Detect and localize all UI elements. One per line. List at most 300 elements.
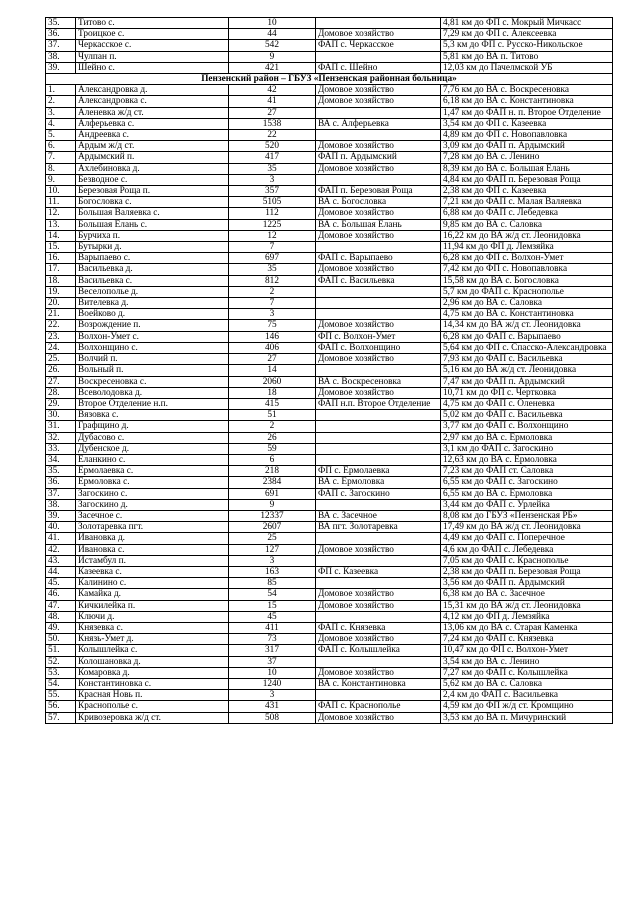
table-row bbox=[46, 410, 613, 421]
population: 51 bbox=[229, 410, 316, 421]
population: 411 bbox=[229, 622, 316, 633]
population: 85 bbox=[229, 578, 316, 589]
medical-facility: ВА с. Воскресеновка bbox=[316, 376, 441, 387]
medical-facility: ВА с. Богословка bbox=[316, 197, 441, 208]
population: 415 bbox=[229, 398, 316, 409]
row-number: 10. bbox=[46, 186, 76, 197]
nearest-facility-distance: 4,59 км до ФП ж/д ст. Кромщино bbox=[441, 701, 613, 712]
table-row bbox=[46, 611, 613, 622]
population: 12 bbox=[229, 230, 316, 241]
population: 697 bbox=[229, 253, 316, 264]
row-number: 39. bbox=[46, 510, 76, 521]
medical-facility: Домовое хозяйство bbox=[316, 589, 441, 600]
settlement-name: Дубасово с. bbox=[76, 432, 229, 443]
table-row bbox=[46, 163, 613, 174]
section-header-row bbox=[46, 74, 613, 85]
row-number: 28. bbox=[46, 387, 76, 398]
table-row bbox=[46, 533, 613, 544]
settlement-name: Волхон-Умет с. bbox=[76, 331, 229, 342]
nearest-facility-distance: 2,38 км до ФП с. Казеевка bbox=[441, 186, 613, 197]
nearest-facility-distance: 5,64 км до ФП с. Спасско-Александровка bbox=[441, 342, 613, 353]
population: 44 bbox=[229, 29, 316, 40]
population: 35 bbox=[229, 264, 316, 275]
medical-facility bbox=[316, 443, 441, 454]
settlement-name: Титово с. bbox=[76, 18, 229, 29]
nearest-facility-distance: 6,38 км до ВА с. Засечное bbox=[441, 589, 613, 600]
nearest-facility-distance: 7,76 км до ВА с. Воскресеновка bbox=[441, 85, 613, 96]
table-row bbox=[46, 309, 613, 320]
table-row bbox=[46, 118, 613, 129]
row-number: 21. bbox=[46, 309, 76, 320]
population: 3 bbox=[229, 690, 316, 701]
table-row bbox=[46, 365, 613, 376]
table-row bbox=[46, 622, 613, 633]
medical-facility bbox=[316, 690, 441, 701]
medical-facility bbox=[316, 410, 441, 421]
medical-facility bbox=[316, 298, 441, 309]
table-row bbox=[46, 275, 613, 286]
settlement-name: Бутырки д. bbox=[76, 242, 229, 253]
table-row bbox=[46, 488, 613, 499]
row-number: 27. bbox=[46, 376, 76, 387]
row-number: 2. bbox=[46, 96, 76, 107]
settlement-name: Ермолаевка с. bbox=[76, 466, 229, 477]
population: 112 bbox=[229, 208, 316, 219]
settlement-name: Ардымский п. bbox=[76, 152, 229, 163]
medical-facility: ВА с. Алферьевка bbox=[316, 118, 441, 129]
population: 508 bbox=[229, 712, 316, 723]
population: 54 bbox=[229, 589, 316, 600]
nearest-facility-distance: 12,63 км до ВА с. Ермоловка bbox=[441, 454, 613, 465]
medical-facility: ФАП с. Шейно bbox=[316, 62, 441, 73]
population: 22 bbox=[229, 130, 316, 141]
medical-facility bbox=[316, 555, 441, 566]
row-number: 52. bbox=[46, 656, 76, 667]
row-number: 35. bbox=[46, 466, 76, 477]
row-number: 35. bbox=[46, 18, 76, 29]
settlement-name: Графщино д. bbox=[76, 421, 229, 432]
population: 163 bbox=[229, 566, 316, 577]
population: 691 bbox=[229, 488, 316, 499]
row-number: 42. bbox=[46, 544, 76, 555]
population: 45 bbox=[229, 611, 316, 622]
nearest-facility-distance: 3,54 км до ФП с. Казеевка bbox=[441, 118, 613, 129]
table-row bbox=[46, 701, 613, 712]
table-row bbox=[46, 208, 613, 219]
nearest-facility-distance: 11,94 км до ФП д. Лемзяйка bbox=[441, 242, 613, 253]
medical-facility: Домовое хозяйство bbox=[316, 163, 441, 174]
medical-facility: Домовое хозяйство bbox=[316, 600, 441, 611]
population: 75 bbox=[229, 320, 316, 331]
table-row bbox=[46, 421, 613, 432]
medical-facility bbox=[316, 242, 441, 253]
settlement-name: Веселополье д. bbox=[76, 286, 229, 297]
medical-facility: Домовое хозяйство bbox=[316, 141, 441, 152]
row-number: 49. bbox=[46, 622, 76, 633]
medical-facility: ФАП с. Черкасское bbox=[316, 40, 441, 51]
table-row bbox=[46, 253, 613, 264]
settlement-name: Шейно с. bbox=[76, 62, 229, 73]
table-row bbox=[46, 320, 613, 331]
row-number: 7. bbox=[46, 152, 76, 163]
nearest-facility-distance: 15,58 км до ВА с. Богословка bbox=[441, 275, 613, 286]
row-number: 12. bbox=[46, 208, 76, 219]
settlement-name: Истамбул п. bbox=[76, 555, 229, 566]
population: 3 bbox=[229, 555, 316, 566]
medical-facility: ФАП с. Загоскино bbox=[316, 488, 441, 499]
settlement-name: Троицкое с. bbox=[76, 29, 229, 40]
settlement-name: Князь-Умет д. bbox=[76, 634, 229, 645]
nearest-facility-distance: 15,31 км до ВА ж/д ст. Леонидовка bbox=[441, 600, 613, 611]
nearest-facility-distance: 10,47 км до ФП с. Волхон-Умет bbox=[441, 645, 613, 656]
population: 127 bbox=[229, 544, 316, 555]
table-row bbox=[46, 477, 613, 488]
nearest-facility-distance: 14,34 км до ВА ж/д ст. Леонидовка bbox=[441, 320, 613, 331]
settlement-name: Вителевка д. bbox=[76, 298, 229, 309]
medical-facility: ФП с. Казеевка bbox=[316, 566, 441, 577]
medical-facility bbox=[316, 174, 441, 185]
settlement-name: Александровка д. bbox=[76, 85, 229, 96]
nearest-facility-distance: 2,97 км до ВА с. Ермоловка bbox=[441, 432, 613, 443]
nearest-facility-distance: 7,24 км до ФАП с. Князевка bbox=[441, 634, 613, 645]
medical-facility: Домовое хозяйство bbox=[316, 230, 441, 241]
table-row bbox=[46, 656, 613, 667]
settlement-name: Ключи д. bbox=[76, 611, 229, 622]
medical-facility: Домовое хозяйство bbox=[316, 208, 441, 219]
population: 317 bbox=[229, 645, 316, 656]
nearest-facility-distance: 10,71 км до ФП с. Чертковка bbox=[441, 387, 613, 398]
table-row bbox=[46, 466, 613, 477]
settlement-name: Александровка с. bbox=[76, 96, 229, 107]
table-row bbox=[46, 286, 613, 297]
nearest-facility-distance: 7,27 км до ФАП с. Колышлейка bbox=[441, 667, 613, 678]
nearest-facility-distance: 5,7 км до ФАП с. Краснополье bbox=[441, 286, 613, 297]
row-number: 53. bbox=[46, 667, 76, 678]
population: 812 bbox=[229, 275, 316, 286]
nearest-facility-distance: 4,6 км до ФАП с. Лебедевка bbox=[441, 544, 613, 555]
document-page bbox=[45, 17, 605, 724]
settlement-name: Красная Новь п. bbox=[76, 690, 229, 701]
nearest-facility-distance: 6,55 км до ФАП с. Загоскино bbox=[441, 477, 613, 488]
medical-facility: ВА с. Ермоловка bbox=[316, 477, 441, 488]
population: 6 bbox=[229, 454, 316, 465]
row-number: 6. bbox=[46, 141, 76, 152]
table-row bbox=[46, 40, 613, 51]
table-row bbox=[46, 219, 613, 230]
medical-facility: ФП с. Ермолаевка bbox=[316, 466, 441, 477]
settlement-name: Кривозеровка ж/д ст. bbox=[76, 712, 229, 723]
population: 27 bbox=[229, 354, 316, 365]
population: 15 bbox=[229, 600, 316, 611]
row-number: 37. bbox=[46, 40, 76, 51]
population: 406 bbox=[229, 342, 316, 353]
settlement-name: Вольный п. bbox=[76, 365, 229, 376]
medical-facility: ФАП с. Краснополье bbox=[316, 701, 441, 712]
table-row bbox=[46, 174, 613, 185]
nearest-facility-distance: 6,88 км до ФАП с. Лебедевка bbox=[441, 208, 613, 219]
settlement-name: Большая Валяевка с. bbox=[76, 208, 229, 219]
population: 10 bbox=[229, 18, 316, 29]
row-number: 20. bbox=[46, 298, 76, 309]
table-row bbox=[46, 376, 613, 387]
nearest-facility-distance: 8,39 км до ВА с. Большая Елань bbox=[441, 163, 613, 174]
nearest-facility-distance: 5,62 км до ВА с. Саловка bbox=[441, 678, 613, 689]
medical-facility: Домовое хозяйство bbox=[316, 354, 441, 365]
nearest-facility-distance: 5,3 км до ФП с. Русско-Никольское bbox=[441, 40, 613, 51]
nearest-facility-distance: 9,85 км до ВА с. Саловка bbox=[441, 219, 613, 230]
population: 73 bbox=[229, 634, 316, 645]
table-row bbox=[46, 342, 613, 353]
row-number: 55. bbox=[46, 690, 76, 701]
row-number: 15. bbox=[46, 242, 76, 253]
settlement-name: Комаровка д. bbox=[76, 667, 229, 678]
nearest-facility-distance: 7,93 км до ФАП с. Васильевка bbox=[441, 354, 613, 365]
nearest-facility-distance: 7,42 км до ФП с. Новопавловка bbox=[441, 264, 613, 275]
settlement-name: Загоскино д. bbox=[76, 499, 229, 510]
nearest-facility-distance: 3,54 км до ВА с. Ленино bbox=[441, 656, 613, 667]
table-row bbox=[46, 152, 613, 163]
row-number: 3. bbox=[46, 107, 76, 118]
row-number: 41. bbox=[46, 533, 76, 544]
settlement-name: Ивановка д. bbox=[76, 533, 229, 544]
population: 1240 bbox=[229, 678, 316, 689]
settlement-name: Воскресеновка с. bbox=[76, 376, 229, 387]
population: 41 bbox=[229, 96, 316, 107]
table-row bbox=[46, 62, 613, 73]
medical-facility bbox=[316, 309, 441, 320]
settlement-name: Засечное с. bbox=[76, 510, 229, 521]
medical-facility bbox=[316, 578, 441, 589]
medical-facility: ВА с. Засечное bbox=[316, 510, 441, 521]
population: 2384 bbox=[229, 477, 316, 488]
row-number: 9. bbox=[46, 174, 76, 185]
table-row bbox=[46, 354, 613, 365]
population: 3 bbox=[229, 174, 316, 185]
nearest-facility-distance: 7,47 км до ФАП п. Ардымский bbox=[441, 376, 613, 387]
row-number: 23. bbox=[46, 331, 76, 342]
row-number: 46. bbox=[46, 589, 76, 600]
medical-facility: ФАП п. Ардымский bbox=[316, 152, 441, 163]
settlement-name: Большая Елань с. bbox=[76, 219, 229, 230]
settlement-name: Волчий п. bbox=[76, 354, 229, 365]
row-number: 45. bbox=[46, 578, 76, 589]
medical-facility: ФАП с. Васильевка bbox=[316, 275, 441, 286]
settlement-name: Березовая Роща п. bbox=[76, 186, 229, 197]
nearest-facility-distance: 7,21 км до ФАП с. Малая Валяевка bbox=[441, 197, 613, 208]
medical-facility: Домовое хозяйство bbox=[316, 96, 441, 107]
nearest-facility-distance: 5,81 км до ВА п. Титово bbox=[441, 51, 613, 62]
table-row bbox=[46, 566, 613, 577]
nearest-facility-distance: 13,06 км до ВА с. Старая Каменка bbox=[441, 622, 613, 633]
medical-facility bbox=[316, 107, 441, 118]
table-row bbox=[46, 443, 613, 454]
population: 2607 bbox=[229, 522, 316, 533]
population: 2060 bbox=[229, 376, 316, 387]
settlement-name: Аленевка ж/д ст. bbox=[76, 107, 229, 118]
nearest-facility-distance: 1,47 км до ФАП н. п. Второе Отделение bbox=[441, 107, 613, 118]
population: 218 bbox=[229, 466, 316, 477]
population: 520 bbox=[229, 141, 316, 152]
medical-facility bbox=[316, 656, 441, 667]
row-number: 47. bbox=[46, 600, 76, 611]
table-row bbox=[46, 85, 613, 96]
table-row bbox=[46, 522, 613, 533]
table-row bbox=[46, 29, 613, 40]
row-number: 48. bbox=[46, 611, 76, 622]
medical-facility bbox=[316, 432, 441, 443]
medical-facility: ФАП с. Варыпаево bbox=[316, 253, 441, 264]
nearest-facility-distance: 17,49 км до ВА ж/д ст. Леонидовка bbox=[441, 522, 613, 533]
nearest-facility-distance: 7,29 км до ФП с. Алексеевка bbox=[441, 29, 613, 40]
medical-facility bbox=[316, 51, 441, 62]
medical-facility: ФАП н.п. Второе Отделение bbox=[316, 398, 441, 409]
settlement-name: Чулпан п. bbox=[76, 51, 229, 62]
table-row bbox=[46, 107, 613, 118]
table-row bbox=[46, 432, 613, 443]
row-number: 16. bbox=[46, 253, 76, 264]
medical-facility: Домовое хозяйство bbox=[316, 544, 441, 555]
settlement-name: Дубенское д. bbox=[76, 443, 229, 454]
population: 7 bbox=[229, 242, 316, 253]
nearest-facility-distance: 5,02 км до ФАП с. Васильевка bbox=[441, 410, 613, 421]
medical-facility: Домовое хозяйство bbox=[316, 320, 441, 331]
table-row bbox=[46, 510, 613, 521]
nearest-facility-distance: 16,22 км до ВА ж/д ст. Леонидовка bbox=[441, 230, 613, 241]
table-row bbox=[46, 387, 613, 398]
row-number: 26. bbox=[46, 365, 76, 376]
nearest-facility-distance: 3,1 км до ФАП с. Загоскино bbox=[441, 443, 613, 454]
nearest-facility-distance: 4,49 км до ФАП с. Поперечное bbox=[441, 533, 613, 544]
row-number: 22. bbox=[46, 320, 76, 331]
nearest-facility-distance: 2,38 км до ФАП п. Березовая Роща bbox=[441, 566, 613, 577]
nearest-facility-distance: 3,53 км до ВА п. Мичуринский bbox=[441, 712, 613, 723]
nearest-facility-distance: 7,23 км до ФАП ст. Саловка bbox=[441, 466, 613, 477]
table-row bbox=[46, 51, 613, 62]
row-number: 33. bbox=[46, 443, 76, 454]
table-row bbox=[46, 544, 613, 555]
medical-facility: Домовое хозяйство bbox=[316, 264, 441, 275]
medical-facility bbox=[316, 18, 441, 29]
medical-facility: ФАП п. Березовая Роща bbox=[316, 186, 441, 197]
settlements-table bbox=[45, 17, 613, 724]
row-number: 24. bbox=[46, 342, 76, 353]
nearest-facility-distance: 4,89 км до ФП с. Новопавловка bbox=[441, 130, 613, 141]
population: 421 bbox=[229, 62, 316, 73]
nearest-facility-distance: 12,03 км до Пачелмской УБ bbox=[441, 62, 613, 73]
table-row bbox=[46, 678, 613, 689]
settlement-name: Варыпаево с. bbox=[76, 253, 229, 264]
medical-facility: ФАП с. Волхонщино bbox=[316, 342, 441, 353]
settlement-name: Бурчиха п. bbox=[76, 230, 229, 241]
table-row bbox=[46, 645, 613, 656]
table-row bbox=[46, 555, 613, 566]
row-number: 39. bbox=[46, 62, 76, 73]
table-row bbox=[46, 141, 613, 152]
row-number: 31. bbox=[46, 421, 76, 432]
medical-facility bbox=[316, 421, 441, 432]
settlement-name: Камайка д. bbox=[76, 589, 229, 600]
row-number: 29. bbox=[46, 398, 76, 409]
settlement-name: Воейково д. bbox=[76, 309, 229, 320]
population: 7 bbox=[229, 298, 316, 309]
table-row bbox=[46, 264, 613, 275]
row-number: 19. bbox=[46, 286, 76, 297]
section-title: Пензенский район – ГБУЗ «Пензенская районная больница» bbox=[46, 74, 613, 85]
settlement-name: Казеевка с. bbox=[76, 566, 229, 577]
population: 1538 bbox=[229, 118, 316, 129]
population: 59 bbox=[229, 443, 316, 454]
nearest-facility-distance: 5,16 км до ВА ж/д ст. Леонидовка bbox=[441, 365, 613, 376]
settlement-name: Андреевка с. bbox=[76, 130, 229, 141]
medical-facility bbox=[316, 130, 441, 141]
row-number: 57. bbox=[46, 712, 76, 723]
settlement-name: Колышлейка с. bbox=[76, 645, 229, 656]
population: 9 bbox=[229, 51, 316, 62]
medical-facility: ФАП с. Колышлейка bbox=[316, 645, 441, 656]
nearest-facility-distance: 2,4 км до ФАП с. Васильевка bbox=[441, 690, 613, 701]
row-number: 37. bbox=[46, 488, 76, 499]
row-number: 44. bbox=[46, 566, 76, 577]
medical-facility bbox=[316, 611, 441, 622]
medical-facility bbox=[316, 286, 441, 297]
population: 14 bbox=[229, 365, 316, 376]
table-row bbox=[46, 578, 613, 589]
settlement-name: Калинино с. bbox=[76, 578, 229, 589]
settlement-name: Кичкилейка п. bbox=[76, 600, 229, 611]
table-row bbox=[46, 667, 613, 678]
settlement-name: Васильевка с. bbox=[76, 275, 229, 286]
row-number: 5. bbox=[46, 130, 76, 141]
settlement-name: Возрождение п. bbox=[76, 320, 229, 331]
settlement-name: Вязовка с. bbox=[76, 410, 229, 421]
nearest-facility-distance: 7,28 км до ВА с. Ленино bbox=[441, 152, 613, 163]
nearest-facility-distance: 4,75 км до ФАП с. Оленевка bbox=[441, 398, 613, 409]
population: 1225 bbox=[229, 219, 316, 230]
row-number: 25. bbox=[46, 354, 76, 365]
row-number: 18. bbox=[46, 275, 76, 286]
settlement-name: Второе Отделение н.п. bbox=[76, 398, 229, 409]
population: 146 bbox=[229, 331, 316, 342]
settlement-name: Ермоловка с. bbox=[76, 477, 229, 488]
settlement-name: Васильевка д. bbox=[76, 264, 229, 275]
settlement-name: Волхонщино с. bbox=[76, 342, 229, 353]
table-row bbox=[46, 331, 613, 342]
table-row bbox=[46, 186, 613, 197]
row-number: 14. bbox=[46, 230, 76, 241]
table-row bbox=[46, 499, 613, 510]
settlement-name: Князевка с. bbox=[76, 622, 229, 633]
nearest-facility-distance: 2,96 км до ВА с. Саловка bbox=[441, 298, 613, 309]
settlement-name: Константиновка с. bbox=[76, 678, 229, 689]
medical-facility: Домовое хозяйство bbox=[316, 85, 441, 96]
nearest-facility-distance: 3,77 км до ФАП с. Волхонщино bbox=[441, 421, 613, 432]
settlement-name: Ардым ж/д ст. bbox=[76, 141, 229, 152]
settlement-name: Черкасское с. bbox=[76, 40, 229, 51]
population: 26 bbox=[229, 432, 316, 443]
row-number: 8. bbox=[46, 163, 76, 174]
row-number: 38. bbox=[46, 51, 76, 62]
population: 27 bbox=[229, 107, 316, 118]
row-number: 11. bbox=[46, 197, 76, 208]
table-row bbox=[46, 398, 613, 409]
table-row bbox=[46, 712, 613, 723]
row-number: 36. bbox=[46, 29, 76, 40]
settlement-name: Золотаревка пгт. bbox=[76, 522, 229, 533]
settlement-name: Колошановка д. bbox=[76, 656, 229, 667]
medical-facility bbox=[316, 365, 441, 376]
population: 2 bbox=[229, 286, 316, 297]
table-row bbox=[46, 634, 613, 645]
